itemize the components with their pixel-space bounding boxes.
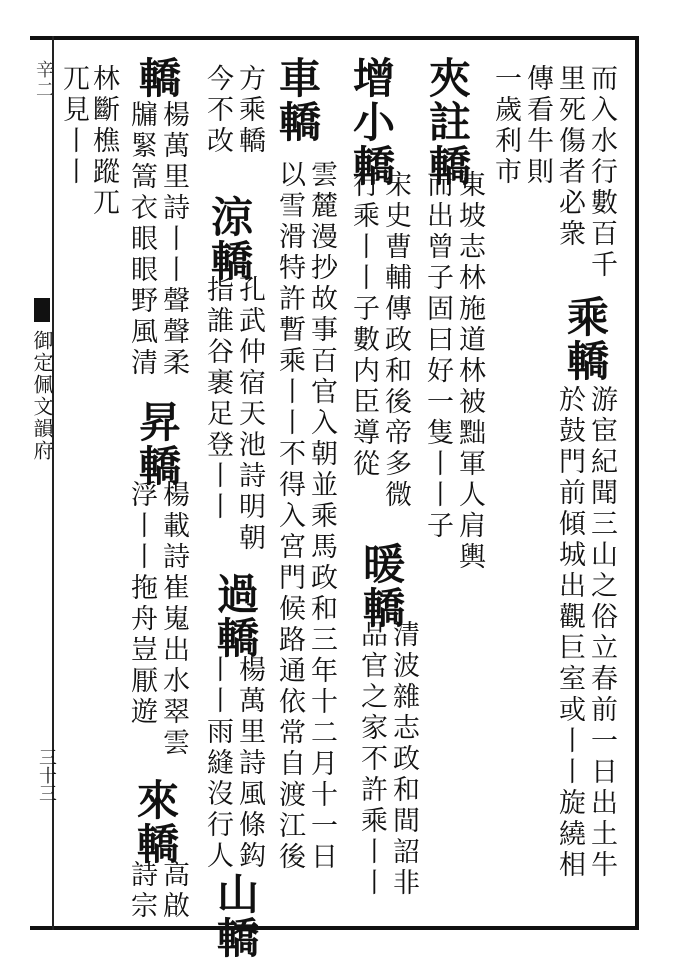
entry-text-guojiao-1: 楊萬里詩風條鈎: [234, 655, 265, 872]
entry-text-guojiao-2: 丨丨雨縫沒行人: [202, 655, 233, 872]
entry-head-zengxiaojiao: 增小轎: [347, 56, 396, 188]
entry-head-shanjiao: 山轎: [211, 872, 260, 960]
entry-text-shengjiao-2: 浮丨丨拖舟豈厭遊: [126, 480, 157, 728]
entry-text-nuanjiao-1: 清波雜志政和間詔非: [388, 620, 419, 899]
entry-head-liangjiao: 涼轎: [205, 195, 254, 283]
entry-text-shengjiao-1: 楊載詩崔嵬出水翠雲: [158, 480, 189, 759]
entry-text-jiao-1: 楊萬里詩丨丨聲聲柔: [158, 100, 189, 379]
entry-head-guojiao: 過轎: [211, 572, 260, 660]
entry-text-chengjiao-1: 游宦紀聞三山之俗立春前一日出土牛: [586, 385, 617, 881]
entry-text-liangjiao-2: 指誰谷裹足登丨丨: [202, 275, 233, 523]
entry-text-zengxiaojiao-1: 宋史曹輔傳政和後帝多微: [380, 170, 411, 511]
margin-block-mark: [34, 298, 50, 322]
entry-head-nuanjiao: 暖轎: [357, 542, 406, 630]
text-column-3: 傳看牛則: [522, 64, 553, 188]
entry-text-chejiao-2: 以雪滑特許暫乘丨丨不得入宮門候路通依常自渡江後: [274, 160, 305, 873]
entry-text-chejiao-1: 雲麓漫抄故事百官入朝並乘馬政和三年十二月十一日: [306, 160, 337, 873]
entry-text-laijiao-2: 詩宗: [126, 860, 157, 922]
entry-text-jiazhujiao-1: 東坡志林施道林被黜軍人肩輿: [454, 170, 485, 573]
text-column-wujian: 兀見丨丨: [58, 64, 89, 188]
entry-text-zengxiaojiao-2: 行乘丨丨子數内臣導從: [348, 170, 379, 480]
entry-head-shengjiao: 昇轎: [133, 400, 182, 488]
entry-head-jiao: 轎: [133, 56, 182, 100]
entry-head-laijiao: 來轎: [131, 778, 180, 866]
text-column-1: 而入水行數百千: [586, 64, 617, 281]
margin-page-number: 三十三: [36, 748, 57, 802]
text-column-jinbugai: 今不改: [202, 64, 233, 157]
text-column-linduan: 林斷樵蹤兀: [88, 64, 119, 219]
entry-head-chengjiao: 乘轎: [561, 295, 610, 383]
page-frame-bottom: [30, 926, 638, 930]
text-column-4: 一歲利市: [490, 64, 521, 188]
entry-text-jiazhujiao-2: 而出曾子固曰好一隻丨丨子: [422, 170, 453, 542]
entry-text-liangjiao-1: 孔武仲宿天池詩明朝: [234, 275, 265, 554]
entry-head-chejiao: 車轎: [273, 56, 322, 144]
entry-text-chengjiao-2: 於鼓門前傾城出觀巨室或丨丨旋繞相: [554, 385, 585, 881]
entry-text-nuanjiao-2: 品官之家不許乘丨丨: [356, 620, 387, 899]
text-column-fangchengjiao: 方乘轎: [234, 64, 265, 157]
margin-book-title: 御定佩文韻府: [30, 330, 54, 462]
page-frame-top: [30, 36, 638, 40]
page-frame-right: [635, 36, 639, 930]
text-column-2: 里死傷者必衆: [554, 64, 585, 250]
entry-head-jiazhujiao: 夾註轎: [423, 56, 472, 188]
entry-text-laijiao-1: 高啟: [158, 860, 189, 922]
margin-top-glyphs: 辛二: [33, 60, 54, 100]
entry-text-jiao-2: 牖緊篙衣眼眼野風清: [126, 100, 157, 379]
